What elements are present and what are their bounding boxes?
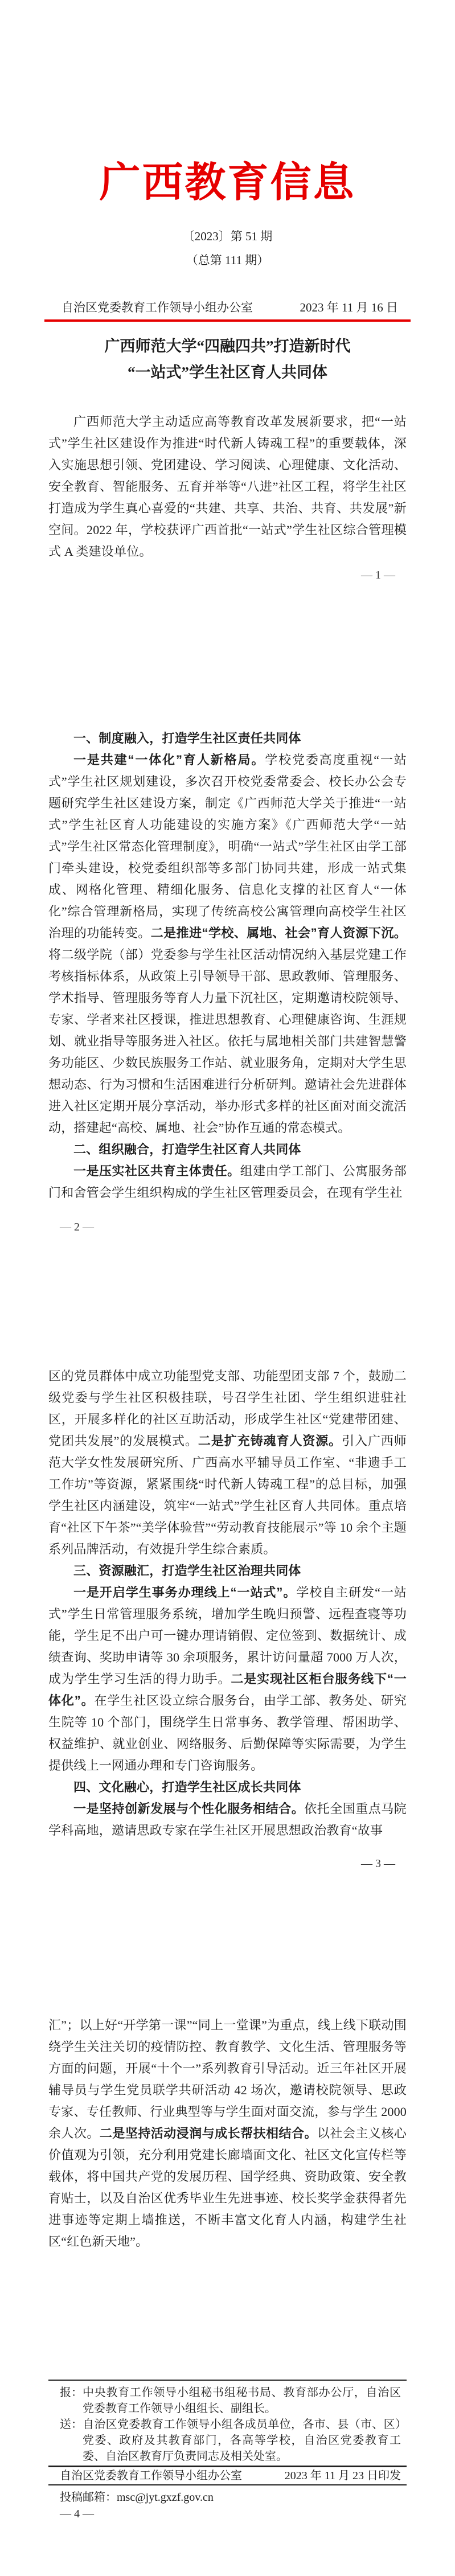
issue-number: 〔2023〕第 51 期 — [182, 229, 273, 243]
footer-divider-middle — [48, 2466, 407, 2467]
page-4-body — [48, 2015, 407, 2253]
issue-date: 2023 年 11 月 16 日 — [300, 301, 398, 314]
page-1-body — [48, 411, 407, 563]
paragraph: 区的党员群体中成立功能型党支部、功能型团支部 7 个，鼓励二级党委与学生社区积极挂联，号召学生社团、学生组织进驻社区，开展多样化的社区互助活动，形成学生社区“党建带团建、党团共发展”的发展模式。二是扩充铸魂育人资源。引入广西师范大学女性发展研究所、广西高水平辅导员工作室、“非遗手工工作坊”等资源，紧紧围绕“时代新人铸魂工程”的总目标，加强学生社区内涵建设，筑牢“一站式”学生社区育人共同体。重点培育“社区下午茶”“美学体验营”“劳动教育技能展示”等 10 余个主题系列品牌活动，有效提升学生综合素质。 — [48, 1369, 407, 1556]
section-heading: 三、资源融汇，打造学生社区治理共同体 — [73, 1564, 301, 1578]
paragraph: 一是压实社区共育主体责任。组建由学工部门、公寓服务部门和舍管会学生组织构成的学生社区管理委员会，在现有学生社 — [48, 1164, 407, 1200]
issuer-name: 自治区党委教育工作领导小组办公室 — [62, 301, 253, 314]
copy-to-text: 自治区党委教育工作领导小组各成员单位，各市、县（市、区）党委、政府及其教育部门，各高等学校，自治区党委教育工委、自治区教育厅负责同志及相关处室。 — [83, 2418, 401, 2463]
page-number-2: — 2 — — [60, 1221, 94, 1233]
article-title-line2: “一站式”学生社区育人共同体 — [128, 364, 327, 381]
section-heading: 四、文化融心，打造学生社区成长共同体 — [73, 1780, 301, 1794]
footer-divider-bottom — [48, 2484, 407, 2485]
article-title — [48, 333, 407, 385]
report-to-row — [60, 2385, 401, 2417]
section-heading: 一、制度融入，打造学生社区责任共同体 — [73, 731, 301, 745]
masthead-issuer-row — [62, 298, 398, 317]
article-title-line1: 广西师范大学“四融四共”打造新时代 — [104, 338, 351, 355]
page-number-4: — 4 — — [60, 2508, 94, 2520]
page-number-3: — 3 — — [361, 1857, 395, 1870]
paragraph: 一是开启学生事务办理线上“一站式”。学校自主研发“一站式”学生日常管理服务系统，增加学生晚归预警、远程查寝等功能，学生足不出户可一键办理请销假、定位签到、数据统计、成绩查询、奖助申请等 30 余项服务，累计访问量超 7000 万人次，成为学生学习生活的得力助手。二是实现社区柜台服务线下“一体化”。在学生社区设立综合服务台，由学工部、教务处、研究生院等 10 个部门，围绕学生日常事务、教学管理、帮困助学、权益维护、就业创业、网络服务、后勤保障等实际需要，为学生提供线上一网通办理和专门咨询服务。 — [48, 1585, 407, 1773]
paragraph: 汇”；以上好“开学第一课”“同上一堂课”为重点，线上线下联动围绕学生关注关切的疫情防控、教育教学、文化生活、管理服务等方面的问题，开展“十个一”系列教育引导活动。近三年社区开展辅导员与学生党员联学共研活动 42 场次，邀请校院领导、思政专家、专任教师、行业典型等与学生面对面交流，参与学生 2000 余人次。二是坚持活动浸润与成长帮扶相结合。以社会主义核心价值观为引领，充分利用党建长廊墙面文化、社区文化宣传栏等载体，将中国共产党的发展历程、国学经典、资助政策、安全教育贴士，以及自治区优秀毕业生先进事迹、校长奖学金获得者先进事迹等定期上墙推送，不断丰富文化育人内涵，构建学生社区“红色新天地”。 — [48, 2018, 407, 2249]
imprint-date: 2023 年 11 月 23 日印发 — [284, 2470, 401, 2482]
paragraph: 广西师范大学主动适应高等教育改革发展新要求，把“一站式”学生社区建设作为推进“时代新人铸魂工程”的重要载体，深入实施思想引领、党团建设、学习阅读、心理健康、文化活动、安全教育、智能服务、五育并举等“八进”社区工程，将学生社区打造成为学生真心喜爱的“共建、共享、共治、共育、共发展”新空间。2022 年，学校获评广西首批“一站式”学生社区综合管理模式 A 类建设单位。 — [48, 415, 407, 559]
footer-divider-top — [48, 2380, 407, 2381]
report-to-label: 报： — [60, 2386, 83, 2399]
paragraph: 一是共建“一体化”育人新格局。学校党委高度重视“一站式”学生社区规划建设，多次召开校党委常委会、校长办公会专题研究学生社区建设方案，制定《广西师范大学关于推进“一站式”学生社区育人功能建设的实施方案》《广西师范大学“一站式”学生社区常态化管理制度》，明确“一站式”学生社区由学工部门牵头建设，校党委组织部等多部门协同共建，形成一站式集成、网格化管理、精细化服务、信息化支撑的社区育人“一体化”综合管理新格局，实现了传统高校公寓管理向高校学生社区治理的功能转变。二是推进“学校、属地、社会”育人资源下沉。将二级学院（部）党委参与学生社区活动情况纳入基层党建工作考核指标体系，从政策上引导领导干部、思政教师、管理服务、学术指导、管理服务等育人力量下沉社区，定期邀请校院领导、专家、学者来社区授课，推进思想教育、心理健康咨询、生涯规划、就业指导等服务进入社区。依托与属地相关部门共建智慧警务功能区、少数民族服务工作站、就业服务角，定期对大学生思想动态、行为习惯和生活困难进行分析研判。邀请社会先进群体进入社区定期开展分享活动，举办形式多样的社区面对面交流活动，搭建起“高校、属地、社会”协作互通的常态模式。 — [48, 753, 407, 1135]
page-2-body — [48, 728, 407, 1204]
masthead-divider — [44, 319, 411, 322]
masthead-title: 广西教育信息 — [99, 160, 356, 206]
page-3-body — [48, 1365, 407, 1841]
imprint-row — [60, 2469, 401, 2483]
copy-to-row — [60, 2417, 401, 2464]
dispatch-block — [60, 2385, 401, 2464]
section-heading: 二、组织融合，打造学生社区育人共同体 — [73, 1142, 301, 1156]
cumulative-issue-number: （总第 111 期） — [186, 253, 269, 267]
paragraph: 一是坚持创新发展与个性化服务相结合。依托全国重点马院学科高地，邀请思政专家在学生社区开展思想政治教育“故事 — [48, 1802, 407, 1837]
imprint-issuer: 自治区党委教育工作领导小组办公室 — [60, 2470, 242, 2482]
page-number-1: — 1 — — [361, 569, 395, 581]
copy-to-label: 送： — [60, 2418, 83, 2431]
submission-email: 投稿邮箱：msc@jyt.gxzf.gov.cn — [60, 2491, 214, 2504]
report-to-text: 中央教育工作领导小组秘书组秘书局、教育部办公厅，自治区党委教育工作领导小组组长、副组长。 — [83, 2386, 401, 2415]
